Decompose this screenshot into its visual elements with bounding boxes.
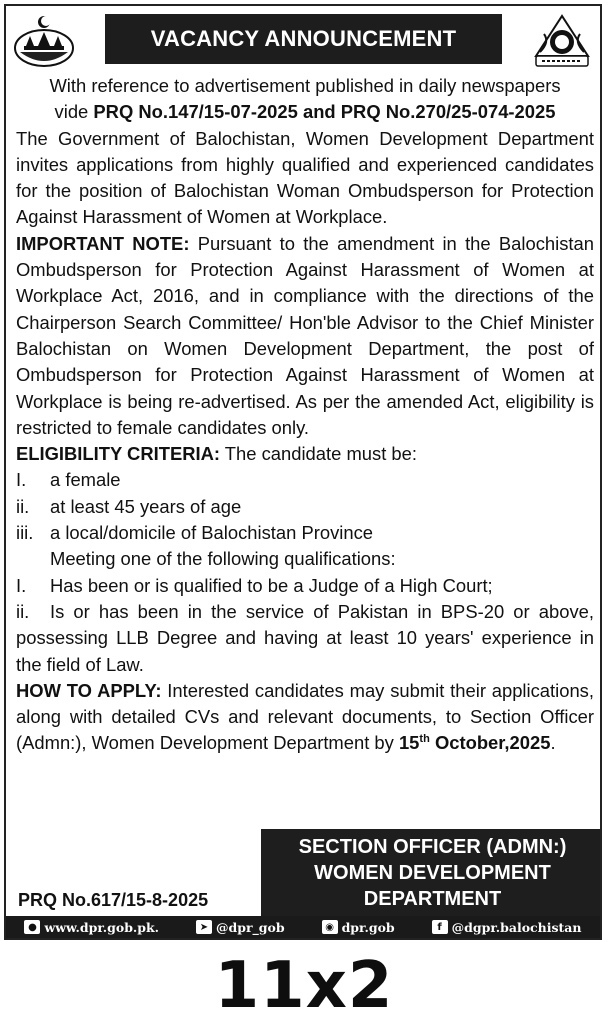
facebook-icon: f xyxy=(432,920,448,934)
list-number: ii. xyxy=(16,600,30,622)
qualifications-intro: Meeting one of the following qualifications: xyxy=(50,548,396,570)
page-title: VACANCY ANNOUNCEMENT xyxy=(150,26,457,51)
important-note-text: Pursuant to the amendment in the Balochistan Ombudsperson for Protection Against Harassment of Women at Workplace Act, 2016, and in compliance with the directions of the Chairperson Search Committee/ Hon'ble Advisor to the Chief Minister Balochistan on Women Development Department, the post of Ombudsperson for Protection Against Harassment of Women at Workplace is being re-advertised. As per the amended Act, eligibility is restricted to female candidates only. xyxy=(16,232,594,438)
signature-line-1: SECTION OFFICER (ADMN:) xyxy=(298,836,567,858)
twitter-item[interactable] xyxy=(196,920,285,935)
period: . xyxy=(550,732,556,754)
list-number: I. xyxy=(16,574,27,596)
facebook-handle[interactable]: @dgpr.balochistan xyxy=(451,919,582,935)
qualification-item xyxy=(16,599,594,678)
reference-prq: PRQ No.147/15-07-2025 and PRQ No.270/25-074-2025 xyxy=(93,101,556,123)
list-number: I. xyxy=(16,469,27,491)
deadline-month-year: October,2025 xyxy=(434,732,551,754)
eligibility-label: ELIGIBILITY CRITERIA: xyxy=(16,443,221,465)
deadline-suffix: th xyxy=(419,733,430,746)
how-to-apply-text: Interested candidates may submit their applications, along with detailed CVs and relevant documents, to Section Officer (Admn:), Women Development Department by xyxy=(16,679,594,754)
intro-line-1: With reference to advertisement published in daily newspapers xyxy=(49,75,561,96)
important-note-label: IMPORTANT NOTE: xyxy=(16,232,190,254)
balochistan-emblem-icon xyxy=(12,12,76,70)
social-strip xyxy=(6,916,600,938)
twitter-icon: ➤ xyxy=(196,920,212,934)
website-link[interactable]: www.dpr.gob.pk. xyxy=(44,919,160,935)
website-item[interactable] xyxy=(24,920,159,935)
globe-icon: ● xyxy=(24,920,40,934)
important-note-paragraph xyxy=(16,231,594,441)
twitter-handle[interactable]: @dpr_gob xyxy=(215,919,285,935)
ad-size-label: 11x2 xyxy=(214,949,394,1023)
signature-block xyxy=(261,829,602,917)
list-item xyxy=(16,520,594,546)
list-number: ii. xyxy=(16,495,30,517)
facebook-item[interactable] xyxy=(432,920,582,935)
intro-prefix: vide xyxy=(54,101,94,123)
instagram-item[interactable] xyxy=(322,920,395,935)
how-to-apply-label: HOW TO APPLY: xyxy=(16,679,162,701)
list-text: a female xyxy=(50,469,121,491)
instagram-icon: ◉ xyxy=(322,920,338,934)
department-seal-icon xyxy=(530,12,594,70)
list-number: iii. xyxy=(16,522,34,544)
signature-line-3: DEPARTMENT xyxy=(363,888,502,910)
announcement-body xyxy=(16,73,594,757)
instagram-handle[interactable]: dpr.gob xyxy=(341,919,395,935)
invitation-paragraph: The Government of Balochistan, Women Development Department invites applications from highly qualified and experienced candidates for the position of Balochistan Woman Ombudsperson for Protection Against Harassment of Women at Workplace. xyxy=(16,127,594,228)
eligibility-heading xyxy=(16,441,594,467)
list-text: Has been or is qualified to be a Judge of a High Court; xyxy=(50,574,493,596)
intro-line-2 xyxy=(16,99,594,125)
how-to-apply-paragraph xyxy=(16,678,594,757)
title-banner xyxy=(105,14,502,64)
list-item xyxy=(16,494,594,520)
list-text: a local/domicile of Balochistan Province xyxy=(50,522,374,544)
deadline-day: 15 xyxy=(398,732,420,754)
list-text: at least 45 years of age xyxy=(50,495,242,517)
eligibility-text: The candidate must be: xyxy=(220,443,417,465)
list-item xyxy=(16,467,594,493)
list-text: Is or has been in the service of Pakistan in BPS-20 or above, possessing LLB Degree and having at least 10 years' experience in the field of Law. xyxy=(16,600,594,675)
advertisement xyxy=(4,4,602,940)
signature-line-2: WOMEN DEVELOPMENT xyxy=(314,862,551,884)
qualification-item xyxy=(16,573,594,599)
prq-number: PRQ No.617/15-8-2025 xyxy=(18,890,209,910)
